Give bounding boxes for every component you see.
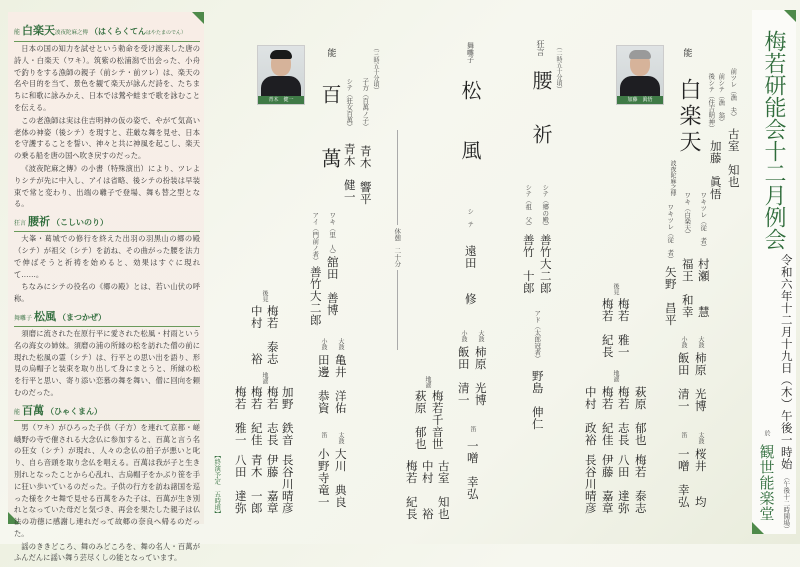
- performer-name: 梅若 紀長: [404, 460, 419, 520]
- role: 小鼓: [460, 330, 467, 342]
- role: アイ（門前ノ者）: [311, 212, 320, 264]
- venue: 観世能楽堂: [757, 444, 776, 522]
- synopsis-paragraph: 男（ワキ）がひろった子供（子方）を連れて京都・嵯峨野の寺で催される大念仏に参加すると、百萬と言う名の狂女（シテ）が現れ、人々の念仏の拍子が悪いと叱り、自ら音頭を取り念仏を唱える。百萬は我が子と生き別れとなったことから心乱れ、古烏帽子をかぶり笹を手に狂い歩いているのだった。子供の行方を訪ね諸国を巡った様をクセ舞で見せる百萬をみた子は、百萬が生き別れとなっていた母だと気づき、再会を果たした親子は仏法の功徳に感謝し連れだって故郷の奈良へ帰るのだった。: [14, 422, 200, 538]
- performer-name: 梅若 雅一: [233, 386, 248, 446]
- reading-sub: はやたまのでん）: [146, 30, 187, 36]
- performer-name: 小野寺竜一: [316, 448, 331, 508]
- synopsis-paragraph: 大峯・葛城での修行を終えた出羽の羽黒山の郷の殿（シテ）が祖父（シテ）を訪ね、その曲がった腰を法力で伸ばそうと祈祷を始めると、効果はすぐに現れて……。: [14, 234, 200, 279]
- performer-name: 古室 知也: [726, 128, 741, 188]
- performer-name: 舘田 善博: [325, 256, 340, 316]
- role: 太鼓: [337, 432, 344, 444]
- synopsis-paragraph: 須磨に流された在原行平に愛された松風・村雨という名の海女の姉妹。須磨の浦の所縁の松を訪れた僧の前に現れた松風の霊（シテ）は、行平との思い出を語り、形見の烏帽子と装束を取り出して身にまとうと、所縁の松を行平と思い、寄り添い恋慕の舞を舞い、僧に回向を頼むのだった。: [14, 328, 200, 397]
- event-date: 令和六年十二月十九日（木）午後一時始: [779, 254, 794, 470]
- performer-name: 梅若 志長: [265, 386, 280, 446]
- role: アド（太郎冠者）: [533, 310, 542, 362]
- at-label: 於: [763, 430, 770, 436]
- performer-name: 梅若 紀長: [600, 298, 615, 358]
- synopsis-heading: [14, 402, 200, 421]
- performer-name: 飯田 清一: [456, 346, 471, 406]
- intermission: 休憩 二十分: [393, 228, 402, 267]
- performer-name: 萩原 郁也: [633, 386, 648, 446]
- role: 太鼓: [697, 432, 704, 444]
- performer-name: 八田 達弥: [233, 454, 248, 514]
- performer-photo: [257, 45, 305, 105]
- performer-name: 梅若 紀佳: [600, 386, 615, 446]
- synopsis-heading: [14, 213, 200, 232]
- role: 大鼓: [337, 338, 344, 350]
- start-time: （二時五十分頃）: [555, 44, 562, 92]
- role: シテ（狂女百萬）: [345, 78, 354, 130]
- performer-name: 梅若 泰志: [265, 305, 280, 365]
- performer-name: 遠田 修: [463, 245, 478, 305]
- synopsis-heading: [14, 308, 200, 327]
- performer-name: 梅若 泰志: [633, 454, 648, 514]
- role: シ テ: [466, 208, 475, 228]
- role: 大鼓: [477, 330, 484, 342]
- performer-name: 萩原 郁也: [413, 390, 428, 450]
- start-time: （三時五十分頃）: [372, 45, 379, 93]
- performer-name: 矢野 昌平: [663, 266, 678, 326]
- performer-name: 青木 一郎: [249, 454, 264, 514]
- performer-name: 長谷川晴彦: [583, 454, 598, 514]
- synopsis-section: [14, 213, 200, 305]
- kogaki: 波夜陀麻之傳: [669, 160, 676, 196]
- performer-name: 福王 和幸: [680, 258, 695, 318]
- kogaki: 波夜陀麻之傳: [55, 30, 89, 36]
- role: 前ツレ（漁 夫）: [729, 68, 738, 120]
- performer-name: 一噌 幸弘: [676, 448, 691, 508]
- synopsis-paragraph: 謡のききどころ、舞のみどころを、舞の名人・百萬がふんだんに謡い舞う芸尽くしの能となっています。: [14, 541, 200, 563]
- koken-label: 後見: [261, 290, 268, 302]
- synopsis-paragraph: この老漁師は実は住吉明神の仮の姿で、やがて気高い老体の神姿（後シテ）を現すと、荘厳な舞を見せ、日本を守護することを誓い、神々と共に神風を起こし、楽天の乗る船を唐の国へ吹き戻すのだった。: [14, 115, 200, 161]
- role: 前シテ（漁 翁）: [717, 73, 726, 125]
- role: ワキ（白楽天）: [683, 192, 692, 238]
- performer-name: 青木 響平: [358, 145, 373, 205]
- synopsis-section: [14, 308, 200, 399]
- performer-name: 梅若 雅一: [616, 298, 631, 358]
- piece-kind: 狂言: [536, 40, 545, 56]
- performer-name: 田邊 恭資: [316, 354, 331, 414]
- performer-name: 古室 知也: [436, 460, 451, 520]
- performer-name: 桜井 均: [693, 448, 708, 508]
- synopsis-section: [14, 22, 200, 210]
- divider: [397, 130, 398, 225]
- role: 笛: [320, 432, 327, 438]
- performer-name: 大川 典良: [333, 448, 348, 508]
- reading: （こしいのり）: [52, 217, 109, 228]
- corner-triangle: [784, 10, 796, 22]
- performer-name: 伊藤 嘉章: [600, 454, 615, 514]
- performer-name: 中村 裕: [249, 305, 264, 365]
- synopsis-panel: [8, 12, 204, 563]
- role: 後シテ（住吉明神）: [707, 73, 716, 132]
- photo-caption: 青木 健一: [258, 96, 304, 104]
- performer-name: 加藤 眞悟: [708, 140, 723, 200]
- performer-name: 中村 裕: [420, 460, 435, 520]
- synopsis-section: [14, 402, 200, 565]
- role: 笛: [680, 432, 687, 438]
- divider: [397, 270, 398, 350]
- piece-kind: 能: [14, 29, 21, 36]
- synopsis-paragraph: ちなみにシテの役名の《郷の殿》とは、若い山伏の呼称。: [14, 282, 200, 304]
- performer-name: 中村 政裕: [583, 386, 598, 446]
- piece-kind: 舞囃子: [466, 42, 475, 63]
- end-time-note: 【終演予定 五時頃】: [213, 452, 222, 517]
- performer-name: 伊藤 嘉章: [265, 454, 280, 514]
- jiutai-label: 地謡: [261, 372, 268, 384]
- performer-name: 善竹大二郎: [308, 266, 323, 326]
- performer-name: 飯田 清一: [676, 352, 691, 412]
- performer-name: 善竹 十郎: [521, 234, 536, 294]
- performer-name: 梅若千音世: [430, 390, 445, 450]
- role: 小鼓: [680, 336, 687, 348]
- role: ワキ（里 人）: [328, 212, 337, 258]
- piece-kind: 舞囃子: [14, 314, 33, 322]
- jiutai-label: 地謡: [424, 376, 431, 388]
- doors-open: （午後十二時開場）: [782, 474, 791, 533]
- jiutai-label: 地謡: [612, 370, 619, 382]
- performer-name: 梅若 紀佳: [249, 386, 264, 446]
- performer-photo: [616, 45, 664, 105]
- reading: （はくらくてん: [90, 26, 147, 36]
- role: 笛: [469, 426, 476, 432]
- performer-name: 梅若 志長: [616, 386, 631, 446]
- piece-kind: 能: [681, 48, 692, 57]
- performer-name: 柿原 光博: [693, 352, 708, 412]
- performer-name: 亀井 洋佑: [333, 354, 348, 414]
- performer-name: 村瀬 慧: [696, 258, 711, 318]
- piece-title: 腰祈: [529, 70, 553, 178]
- role: シテ（祖 父）: [524, 184, 533, 230]
- reading: （ひゃくまん）: [46, 405, 103, 416]
- performer-name: 柿原 光博: [473, 346, 488, 406]
- performer-name: 青木 健一: [342, 143, 357, 203]
- performer-name: 八田 達弥: [616, 454, 631, 514]
- photo-caption: 加藤 眞悟: [617, 96, 663, 104]
- role: ワキツレ（従 者）: [699, 192, 708, 251]
- piece-title: 百萬: [318, 84, 342, 212]
- koken-label: 後見: [612, 283, 619, 295]
- role: 小鼓: [320, 338, 327, 350]
- role: 子方（百萬ノ子）: [361, 78, 370, 130]
- performer-name: 長谷川晴彦: [280, 454, 295, 514]
- performer-name: 善竹大二郎: [538, 234, 553, 294]
- role: 大鼓: [697, 336, 704, 348]
- performer-name: 一噌 幸弘: [465, 440, 480, 500]
- synopsis-heading: [14, 22, 200, 42]
- role: シテ（郷の殿）: [541, 184, 550, 230]
- piece-title: 腰祈: [28, 215, 51, 229]
- piece-title: 松風: [458, 80, 482, 200]
- piece-title: 松風: [34, 309, 57, 323]
- synopsis-list: [14, 22, 200, 567]
- piece-title: 百萬: [22, 403, 45, 417]
- piece-kind: 狂言: [14, 220, 27, 228]
- corner-triangle: [752, 522, 764, 534]
- role: ワキツレ（従 者）: [666, 204, 675, 263]
- piece-title: 白楽天: [676, 78, 701, 156]
- reading: （まつかぜ）: [58, 311, 107, 322]
- program-title: 梅若研能会十二月例会: [761, 30, 786, 250]
- piece-title: 白楽天: [22, 24, 56, 37]
- piece-kind: 能: [14, 408, 21, 416]
- synopsis-paragraph: 日本の国の知力を試せという勅命を受け渡来した唐の詩人・白楽天（ワキ）。筑紫の松浦潟で出会った、小舟で釣りをする漁師の親子（前シテ・前ツレ）は、楽天の名や目的を当て、景色を観て楽天が詠んだ詩を、たちまちに和歌に詠みかえ、日本では鶯や蛙まで歌を詠むことを伝える。: [14, 44, 200, 112]
- piece-kind: 能: [325, 48, 336, 57]
- performer-name: 加野 鉄音: [280, 386, 295, 446]
- synopsis-paragraph: 《波夜陀麻之傳》の小書（特殊演出）により、ツレよりシテが先に中入し、アイは省略、後シテの扮装は早装束で常と変わり、出端の囃子で登場、舞も替之型となる。: [14, 163, 200, 209]
- performer-name: 野島 伸仁: [530, 370, 545, 430]
